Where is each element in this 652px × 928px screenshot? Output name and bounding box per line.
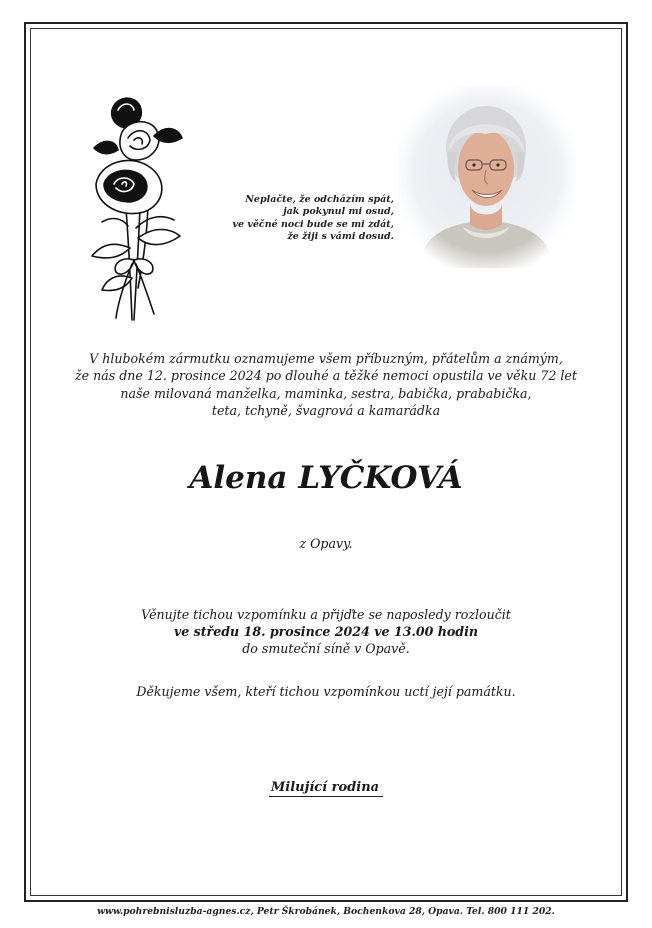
poem-line: ve věčné noci bude se mi zdát,	[232, 218, 394, 230]
invitation-line: Věnujte tichou vzpomínku a přijďte se naposledy rozloučit	[141, 607, 511, 622]
announcement-line: že nás dne 12. prosince 2024 po dlouhé a těžké nemoci opustila ve věku 72 let	[75, 368, 577, 384]
poem	[218, 194, 394, 244]
funeral-date-time: ve středu 18. prosince 2024 ve 13.00 hodin	[173, 624, 479, 640]
signature: Milující rodina	[269, 780, 383, 797]
poem-line: že žiji s vámi dosud.	[287, 231, 394, 243]
invitation-place: do smuteční síně v Opavě.	[242, 641, 410, 657]
poem-line: Neplačte, že odcházím spát,	[245, 194, 394, 205]
funeral-invitation	[60, 606, 592, 658]
deceased-name: Alena LYČKOVÁ	[189, 460, 463, 496]
deceased-origin: z Opavy.	[299, 536, 353, 551]
announcement-line: naše milovaná manželka, maminka, sestra, babička, prababička,	[120, 385, 532, 401]
signature-block	[60, 776, 592, 795]
thanks-text: Děkujeme všem, kteří tichou vzpomínkou uctí její památku.	[136, 684, 516, 699]
announcement-line: teta, tchyně, švagrová a kamarádka	[211, 403, 441, 419]
announcement-line: V hlubokém zármutku oznamujeme všem příbuzným, přátelům a známým,	[89, 351, 563, 366]
announcement-text	[60, 350, 592, 420]
footer-contact: www.pohrebnisluzba-agnes.cz, Petr Škrobánek, Bochenkova 28, Opava. Tel. 800 111 202.	[97, 906, 555, 917]
rose-drawing-icon	[82, 88, 186, 324]
portrait-photo	[398, 86, 576, 268]
poem-line: jak pokynul mi osud,	[283, 206, 394, 218]
